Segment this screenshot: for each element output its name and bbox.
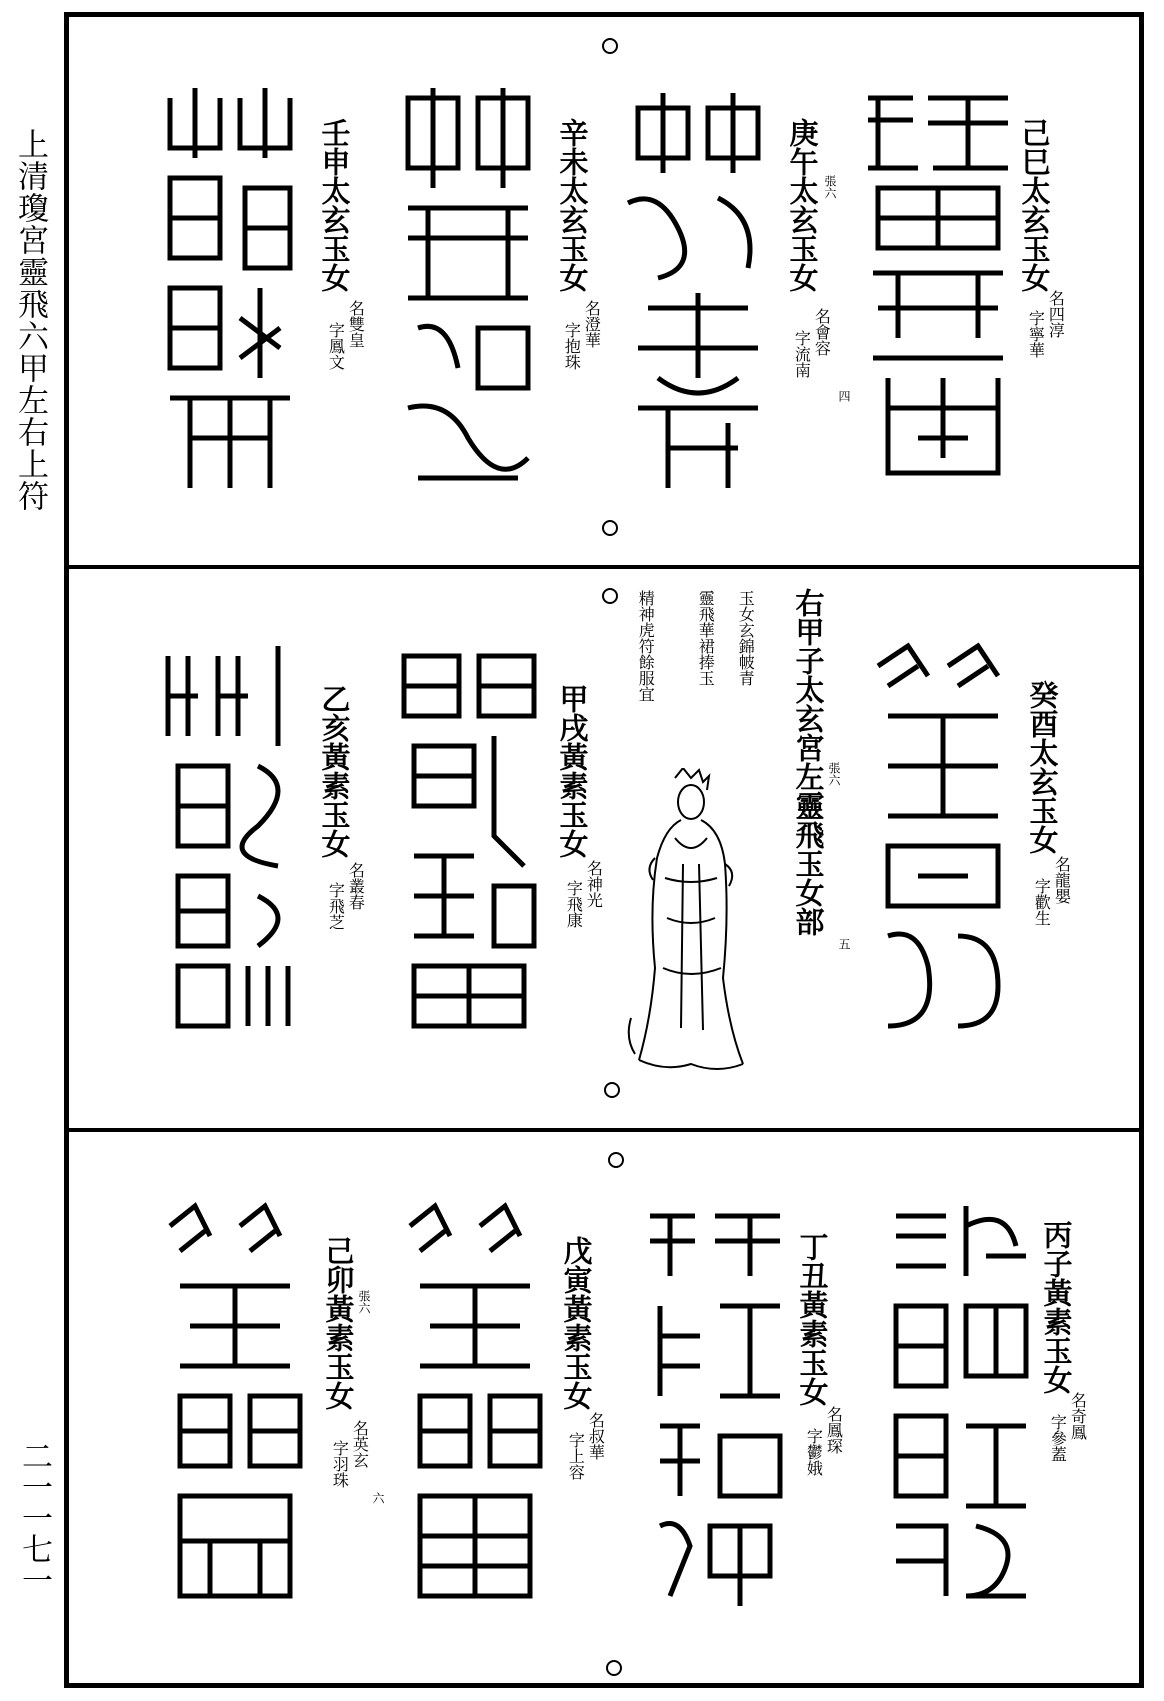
- entry-heading: 辛未太玄玉女: [555, 118, 590, 292]
- entry-style-line: 字抱珠: [562, 322, 582, 370]
- binding-hole: [606, 1660, 622, 1676]
- entry-style-line: 字鬱娥: [804, 1428, 824, 1476]
- margin-page-number: 二一一七一: [16, 1440, 52, 1595]
- seal-talisman: [640, 1196, 790, 1616]
- binding-hole: [602, 588, 618, 604]
- entry-style-line: 字流南: [792, 330, 812, 378]
- seal-talisman: [618, 78, 778, 498]
- binding-hole: [604, 1082, 620, 1098]
- entry-name-line: 名雙皇: [346, 300, 366, 348]
- entry-style-line: 字羽珠: [330, 1440, 350, 1488]
- entry-name-line: 名會容: [812, 308, 832, 356]
- entry-heading: 己卯黃素玉女: [321, 1236, 356, 1410]
- section-title: 右甲子太玄宮左靈飛玉女部: [791, 588, 826, 936]
- seal-talisman: [394, 636, 544, 1036]
- seal-talisman: [150, 78, 310, 498]
- binding-hole: [608, 1152, 624, 1168]
- binding-hole: [602, 520, 618, 536]
- roster-line: 精神虎符餘服宜: [636, 590, 656, 702]
- entry-name-line: 名叢春: [346, 862, 366, 910]
- seal-talisman: [400, 1196, 550, 1616]
- entry-heading: 戊寅黃素玉女: [559, 1236, 594, 1410]
- entry-style-line: 字飛康: [564, 880, 584, 928]
- roster-line: 靈飛華裙捧玉: [696, 590, 716, 686]
- entry-note: 張六: [357, 1290, 371, 1314]
- margin-title: 上清瓊宮靈飛六甲左右上符: [12, 128, 48, 512]
- goddess-illustration: [625, 768, 755, 1082]
- entry-style-line: 字寧華: [1026, 310, 1046, 358]
- section-note: 張六: [827, 762, 841, 786]
- roster-line: 玉女玄錦帔青: [736, 590, 756, 686]
- entry-name-line: 名龍嬰: [1052, 856, 1072, 904]
- seal-talisman: [158, 636, 308, 1036]
- page-mark: 六: [371, 1492, 385, 1504]
- entry-style-line: 字鳳文: [326, 322, 346, 370]
- section-mark: 五: [837, 938, 851, 950]
- entry-name-line: 名奇鳳: [1068, 1392, 1088, 1440]
- entry-note: 張六: [823, 175, 837, 199]
- entry-heading: 壬申太玄玉女: [317, 118, 352, 292]
- entry-style-line: 字歡生: [1032, 878, 1052, 926]
- seal-talisman: [886, 1196, 1036, 1616]
- entry-heading: 癸酉太玄玉女: [1025, 680, 1060, 854]
- panel-divider: [64, 565, 1144, 569]
- seal-talisman: [160, 1196, 310, 1616]
- seal-talisman: [868, 636, 1018, 1036]
- entry-name-line: 名神光: [584, 860, 604, 908]
- entry-heading: 乙亥黃素玉女: [317, 684, 352, 858]
- page-mark: 四: [837, 390, 851, 402]
- panel-divider: [64, 1128, 1144, 1132]
- entry-heading: 庚午太玄玉女: [785, 118, 820, 292]
- entry-style-line: 字上容: [566, 1432, 586, 1480]
- entry-style-line: 字飛芝: [326, 882, 346, 930]
- entry-name-line: 名澄華: [582, 300, 602, 348]
- entry-heading: 己巳太玄玉女: [1017, 118, 1052, 292]
- entry-name-line: 名鳳琛: [824, 1406, 844, 1454]
- entry-name-line: 名四淳: [1046, 290, 1066, 338]
- entry-name-line: 名叔華: [586, 1412, 606, 1460]
- seal-talisman: [388, 78, 548, 498]
- entry-heading: 丙子黃素玉女: [1039, 1220, 1074, 1394]
- entry-heading: 丁丑黃素玉女: [795, 1232, 830, 1406]
- entry-style-line: 字參蓋: [1048, 1414, 1068, 1462]
- entry-name-line: 名英玄: [350, 1420, 370, 1468]
- entry-heading: 甲戌黃素玉女: [555, 684, 590, 858]
- binding-hole: [602, 38, 618, 54]
- seal-talisman: [858, 78, 1018, 498]
